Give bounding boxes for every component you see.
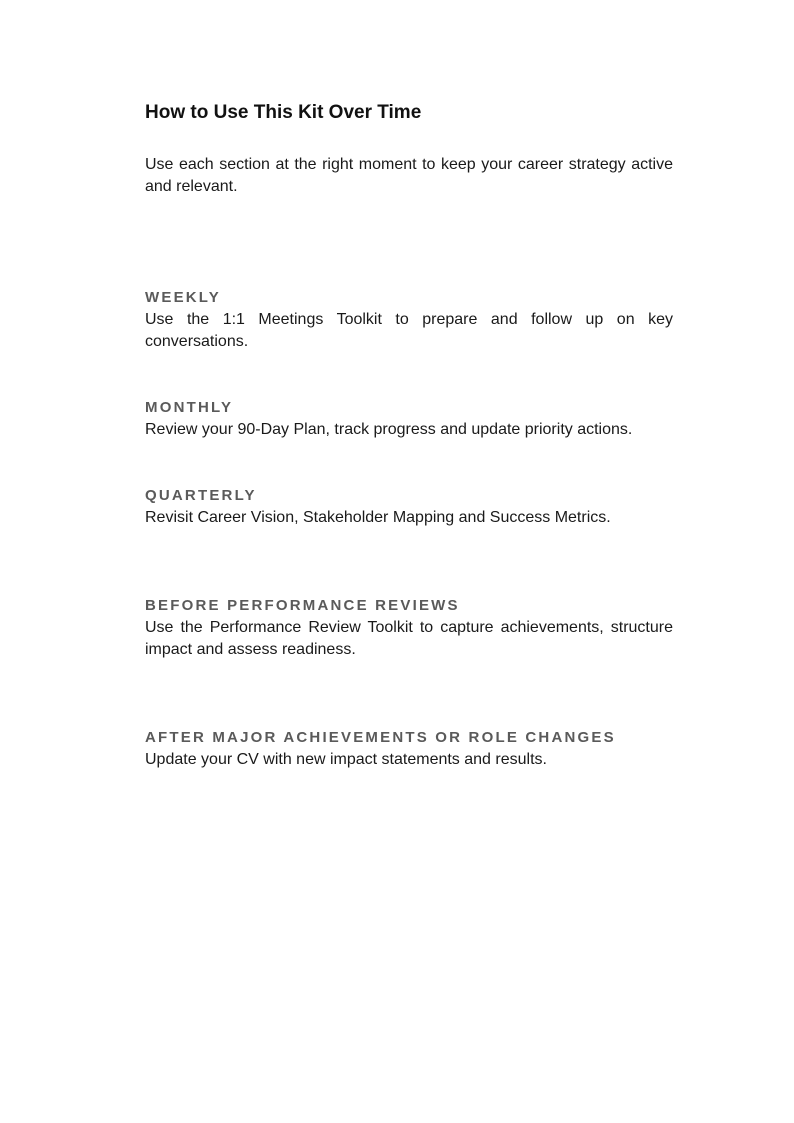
section-weekly: [145, 287, 673, 353]
section-quarterly: [145, 485, 673, 529]
page-title: How to Use This Kit Over Time: [145, 102, 422, 123]
section-body-after-major-achievements: Update your CV with new impact statements and results.: [145, 751, 547, 768]
section-label-before-performance-reviews: BEFORE PERFORMANCE REVIEWS: [145, 597, 460, 614]
section-body-before-performance-reviews: Use the Performance Review Toolkit to capture achievements, structure impact and assess readiness.: [145, 619, 673, 658]
section-after-major-achievements: [145, 727, 673, 771]
section-label-after-major-achievements: AFTER MAJOR ACHIEVEMENTS OR ROLE CHANGES: [145, 729, 616, 746]
section-body-monthly: Review your 90-Day Plan, track progress and update priority actions.: [145, 421, 633, 438]
section-monthly: [145, 397, 673, 441]
section-before-performance-reviews: [145, 595, 673, 661]
section-body-quarterly: Revisit Career Vision, Stakeholder Mapping and Success Metrics.: [145, 509, 611, 526]
intro-paragraph: Use each section at the right moment to keep your career strategy active and relevant.: [145, 156, 673, 195]
section-body-weekly: Use the 1:1 Meetings Toolkit to prepare and follow up on key conversations.: [145, 311, 673, 350]
section-label-weekly: WEEKLY: [145, 289, 221, 306]
section-label-quarterly: QUARTERLY: [145, 487, 257, 504]
section-label-monthly: MONTHLY: [145, 399, 234, 416]
